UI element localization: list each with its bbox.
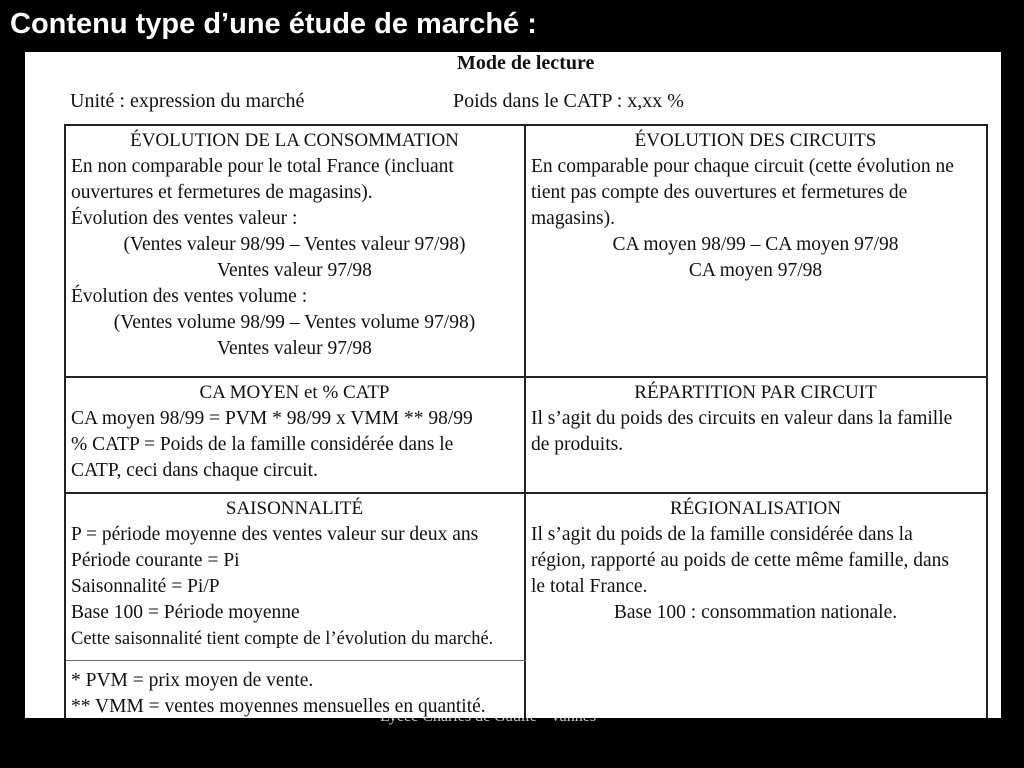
- footnote-vmm: ** VMM = ventes moyennes mensuelles en quantité.: [71, 696, 486, 717]
- cell-text: magasins).: [531, 208, 615, 229]
- cell-text: Évolution des ventes valeur :: [71, 208, 298, 229]
- cell-regionalisation: [526, 494, 986, 660]
- unit-label: Unité : expression du marché: [70, 90, 305, 112]
- formula-numerator: (Ventes volume 98/99 – Ventes volume 97/98): [113, 312, 476, 333]
- cell-text: En non comparable pour le total France (incluant: [71, 156, 454, 177]
- cell-text: % CATP = Poids de la famille considérée dans le: [71, 434, 454, 455]
- cell-text: CA moyen 98/99 = PVM * 98/99 x VMM ** 98/99: [71, 408, 473, 429]
- cell-text: En comparable pour chaque circuit (cette évolution ne: [531, 156, 954, 177]
- formula-denominator: Ventes valeur 97/98: [217, 260, 372, 281]
- cell-repartition-par-circuit: [526, 378, 986, 492]
- cell-text: Base 100 : consommation nationale.: [613, 602, 898, 623]
- cell-heading: SAISONNALITÉ: [225, 498, 364, 519]
- cell-text: Il s’agit du poids de la famille considérée dans la: [531, 524, 913, 545]
- footnote-pvm: * PVM = prix moyen de vente.: [71, 670, 314, 691]
- cell-text: Base 100 = Période moyenne: [71, 602, 300, 623]
- cell-footnotes: [66, 662, 524, 718]
- cell-evolution-circuits: [526, 126, 986, 376]
- scanned-document: [25, 52, 1001, 718]
- formula-denominator: CA moyen 97/98: [688, 260, 823, 281]
- cell-text: région, rapporté au poids de cette même famille, dans: [531, 550, 950, 571]
- cell-text: tient pas compte des ouvertures et fermetures de: [531, 182, 908, 203]
- mode-de-lecture-title: Mode de lecture: [457, 52, 595, 74]
- cell-text: Saisonnalité = Pi/P: [71, 576, 220, 597]
- slide-title: Contenu type d’une étude de marché :: [10, 8, 537, 40]
- formula-denominator: Ventes valeur 97/98: [217, 338, 372, 359]
- cell-text: P = période moyenne des ventes valeur sur deux ans: [71, 524, 479, 545]
- cell-text: de produits.: [531, 434, 624, 455]
- cell-saisonnalite: [66, 494, 524, 660]
- cell-heading: ÉVOLUTION DES CIRCUITS: [634, 130, 877, 151]
- table-row-divider: [66, 660, 526, 661]
- cell-text: Évolution des ventes volume :: [71, 286, 308, 307]
- cell-text: ouvertures et fermetures de magasins).: [71, 182, 373, 203]
- cell-heading: CA MOYEN et % CATP: [199, 382, 390, 403]
- formula-numerator: (Ventes valeur 98/99 – Ventes valeur 97/98): [123, 234, 466, 255]
- cell-text: le total France.: [531, 576, 648, 597]
- cell-heading: RÉGIONALISATION: [670, 498, 841, 519]
- cell-heading: RÉPARTITION PAR CIRCUIT: [634, 382, 877, 403]
- cell-text: Période courante = Pi: [71, 550, 240, 571]
- definitions-table: [64, 124, 988, 718]
- cell-heading: ÉVOLUTION DE LA CONSOMMATION: [130, 130, 459, 151]
- cell-text: Il s’agit du poids des circuits en valeur dans la famille: [531, 408, 953, 429]
- cell-evolution-consommation: [66, 126, 524, 376]
- weight-label: Poids dans le CATP : x,xx %: [453, 90, 684, 112]
- cell-ca-moyen: [66, 378, 524, 492]
- cell-text: Cette saisonnalité tient compte de l’évolution du marché.: [71, 629, 494, 649]
- cell-text: CATP, ceci dans chaque circuit.: [71, 460, 318, 481]
- formula-numerator: CA moyen 98/99 – CA moyen 97/98: [612, 234, 899, 255]
